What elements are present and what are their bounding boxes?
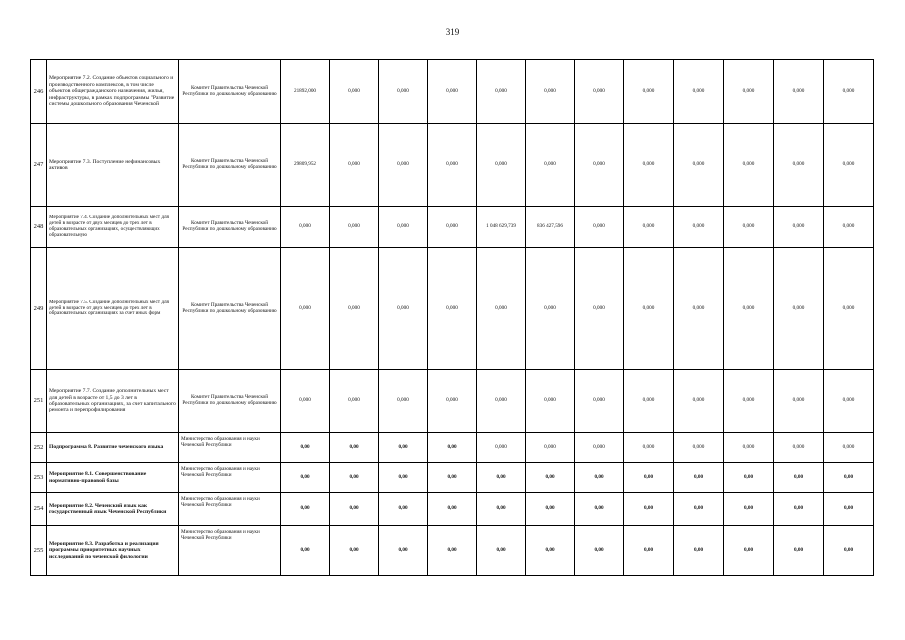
row-number: 252 xyxy=(31,433,47,463)
row-number: 247 xyxy=(31,124,47,207)
value-cell: 0,000 xyxy=(624,370,674,433)
activity-name: Мероприятие 7.3. Поступление нефинансовых активов xyxy=(47,124,179,207)
value-cell: 0,000 xyxy=(724,433,774,463)
value-cell: 0,000 xyxy=(624,207,674,248)
value-cell: 0,00 xyxy=(824,526,874,576)
value-cell: 0,000 xyxy=(526,433,575,463)
value-cell: 0,000 xyxy=(724,207,774,248)
row-number: 255 xyxy=(31,526,47,576)
value-cell: 0,000 xyxy=(824,248,874,370)
value-cell: 0,00 xyxy=(379,526,428,576)
value-cell: 0,000 xyxy=(624,433,674,463)
activity-name: Мероприятие 7.2. Создание объектов социального и производственного комплексов, в том числе объектов общегражданского назначения, жилья, инфраструктуры, в рамках подпрограммы "Развитие системы дошкольного образования Чеченской xyxy=(47,60,179,124)
value-cell: 0,000 xyxy=(330,207,379,248)
value-cell: 0,000 xyxy=(674,248,724,370)
value-cell: 29809,952 xyxy=(281,124,330,207)
value-cell: 0,00 xyxy=(379,433,428,463)
value-cell: 0,00 xyxy=(774,463,824,493)
value-cell: 0,00 xyxy=(330,463,379,493)
value-cell: 0,00 xyxy=(624,463,674,493)
value-cell: 0,000 xyxy=(428,207,477,248)
value-cell: 0,000 xyxy=(575,60,624,124)
value-cell: 1 048 629,739 xyxy=(477,207,526,248)
executor: Министерство образования и науки Чеченской Республики xyxy=(179,526,281,576)
program-financing-table xyxy=(30,59,874,576)
value-cell: 0,000 xyxy=(428,248,477,370)
value-cell: 0,000 xyxy=(674,207,724,248)
value-cell: 0,00 xyxy=(281,433,330,463)
row-number: 249 xyxy=(31,248,47,370)
table-row xyxy=(31,248,874,370)
value-cell: 0,000 xyxy=(824,370,874,433)
value-cell: 0,000 xyxy=(824,60,874,124)
value-cell: 0,00 xyxy=(428,526,477,576)
row-number: 253 xyxy=(31,463,47,493)
value-cell: 0,00 xyxy=(281,463,330,493)
value-cell: 0,000 xyxy=(281,207,330,248)
table-row xyxy=(31,526,874,576)
value-cell: 0,00 xyxy=(724,493,774,526)
activity-name: Мероприятие 8.2. Чеченский язык как государственный язык Чеченской Республики xyxy=(47,493,179,526)
executor: Комитет Правительства Чеченской Республики по дошкольному образованию xyxy=(179,60,281,124)
value-cell: 0,00 xyxy=(428,433,477,463)
value-cell: 0,00 xyxy=(379,493,428,526)
value-cell: 0,000 xyxy=(674,433,724,463)
value-cell: 21892,000 xyxy=(281,60,330,124)
table-row xyxy=(31,493,874,526)
row-number: 254 xyxy=(31,493,47,526)
value-cell: 0,00 xyxy=(575,493,624,526)
executor: Комитет Правительства Чеченской Республики по дошкольному образованию xyxy=(179,124,281,207)
row-number: 251 xyxy=(31,370,47,433)
value-cell: 0,00 xyxy=(281,493,330,526)
value-cell: 0,000 xyxy=(477,248,526,370)
value-cell: 0,000 xyxy=(526,248,575,370)
value-cell: 0,000 xyxy=(281,370,330,433)
value-cell: 0,000 xyxy=(477,433,526,463)
value-cell: 0,000 xyxy=(624,60,674,124)
value-cell: 0,000 xyxy=(330,370,379,433)
value-cell: 0,000 xyxy=(379,207,428,248)
value-cell: 0,00 xyxy=(428,493,477,526)
value-cell: 0,00 xyxy=(379,463,428,493)
table-row xyxy=(31,124,874,207)
value-cell: 0,000 xyxy=(330,248,379,370)
value-cell: 0,000 xyxy=(379,60,428,124)
value-cell: 0,000 xyxy=(330,124,379,207)
value-cell: 0,00 xyxy=(330,526,379,576)
value-cell: 0,000 xyxy=(824,433,874,463)
value-cell: 0,000 xyxy=(724,370,774,433)
activity-name: Подпрограмма 8. Развитие чеченского языка xyxy=(47,433,179,463)
value-cell: 0,000 xyxy=(526,370,575,433)
row-number: 248 xyxy=(31,207,47,248)
value-cell: 0,00 xyxy=(526,463,575,493)
executor: Комитет Правительства Чеченской Республики по дошкольному образованию xyxy=(179,370,281,433)
value-cell: 0,000 xyxy=(624,248,674,370)
value-cell: 0,000 xyxy=(477,370,526,433)
value-cell: 0,00 xyxy=(575,526,624,576)
value-cell: 0,000 xyxy=(330,60,379,124)
value-cell: 0,00 xyxy=(477,493,526,526)
value-cell: 0,000 xyxy=(575,207,624,248)
value-cell: 0,000 xyxy=(575,248,624,370)
value-cell: 0,000 xyxy=(724,124,774,207)
activity-name: Мероприятие 8.1. Совершенствование нормативно-правовой базы xyxy=(47,463,179,493)
table-row xyxy=(31,370,874,433)
value-cell: 836 427,596 xyxy=(526,207,575,248)
activity-name: Мероприятие 8.3. Разработка и реализация программы приоритетных научных исследований по чеченской филологии xyxy=(47,526,179,576)
value-cell: 0,000 xyxy=(724,60,774,124)
value-cell: 0,000 xyxy=(624,124,674,207)
value-cell: 0,00 xyxy=(724,526,774,576)
value-cell: 0,00 xyxy=(824,493,874,526)
value-cell: 0,000 xyxy=(774,124,824,207)
value-cell: 0,000 xyxy=(724,248,774,370)
value-cell: 0,00 xyxy=(674,526,724,576)
value-cell: 0,000 xyxy=(281,248,330,370)
executor: Министерство образования и науки Чеченской Республики xyxy=(179,493,281,526)
value-cell: 0,00 xyxy=(281,526,330,576)
value-cell: 0,00 xyxy=(824,463,874,493)
table-row xyxy=(31,463,874,493)
value-cell: 0,000 xyxy=(774,60,824,124)
value-cell: 0,000 xyxy=(428,60,477,124)
value-cell: 0,000 xyxy=(526,124,575,207)
value-cell: 0,00 xyxy=(774,493,824,526)
value-cell: 0,00 xyxy=(477,526,526,576)
value-cell: 0,000 xyxy=(379,248,428,370)
value-cell: 0,000 xyxy=(477,60,526,124)
row-number: 246 xyxy=(31,60,47,124)
value-cell: 0,000 xyxy=(674,370,724,433)
value-cell: 0,00 xyxy=(624,493,674,526)
value-cell: 0,000 xyxy=(428,124,477,207)
executor: Комитет Правительства Чеченской Республики по дошкольному образованию xyxy=(179,207,281,248)
value-cell: 0,00 xyxy=(674,493,724,526)
value-cell: 0,000 xyxy=(477,124,526,207)
value-cell: 0,00 xyxy=(624,526,674,576)
executor: Министерство образования и науки Чеченской Республики xyxy=(179,433,281,463)
value-cell: 0,000 xyxy=(824,124,874,207)
value-cell: 0,00 xyxy=(724,463,774,493)
value-cell: 0,000 xyxy=(575,370,624,433)
value-cell: 0,00 xyxy=(774,526,824,576)
value-cell: 0,00 xyxy=(575,463,624,493)
activity-name: Мероприятие 7.4. Создание дополнительных мест для детей в возрасте от двух месяцев до трех лет в образовательных организациях, осуществляющих образовательную xyxy=(47,207,179,248)
value-cell: 0,00 xyxy=(674,463,724,493)
value-cell: 0,00 xyxy=(526,526,575,576)
value-cell: 0,000 xyxy=(428,370,477,433)
value-cell: 0,000 xyxy=(774,370,824,433)
value-cell: 0,000 xyxy=(674,60,724,124)
value-cell: 0,000 xyxy=(575,124,624,207)
activity-name: Мероприятие 7.7. Создание дополнительных мест для детей в возрасте от 1,5 до 3 лет в образовательных организациях, за счет капитального ремонта и перепрофилирования xyxy=(47,370,179,433)
page-number: 319 xyxy=(445,27,460,37)
value-cell: 0,00 xyxy=(330,493,379,526)
executor: Министерство образования и науки Чеченской Республики xyxy=(179,463,281,493)
value-cell: 0,000 xyxy=(526,60,575,124)
value-cell: 0,000 xyxy=(774,248,824,370)
value-cell: 0,000 xyxy=(774,433,824,463)
value-cell: 0,00 xyxy=(526,493,575,526)
table-row xyxy=(31,433,874,463)
value-cell: 0,00 xyxy=(330,433,379,463)
value-cell: 0,00 xyxy=(428,463,477,493)
activity-name: Мероприятие 7.5. Создание дополнительных мест для детей в возрасте от двух месяцев до трех лет в образовательных организациях за счет иных форм xyxy=(47,248,179,370)
table-row xyxy=(31,60,874,124)
value-cell: 0,000 xyxy=(824,207,874,248)
value-cell: 0,000 xyxy=(575,433,624,463)
value-cell: 0,000 xyxy=(774,207,824,248)
table-row xyxy=(31,207,874,248)
value-cell: 0,000 xyxy=(379,370,428,433)
executor: Комитет Правительства Чеченской Республики по дошкольному образованию xyxy=(179,248,281,370)
value-cell: 0,000 xyxy=(379,124,428,207)
value-cell: 0,000 xyxy=(674,124,724,207)
value-cell: 0,00 xyxy=(477,463,526,493)
